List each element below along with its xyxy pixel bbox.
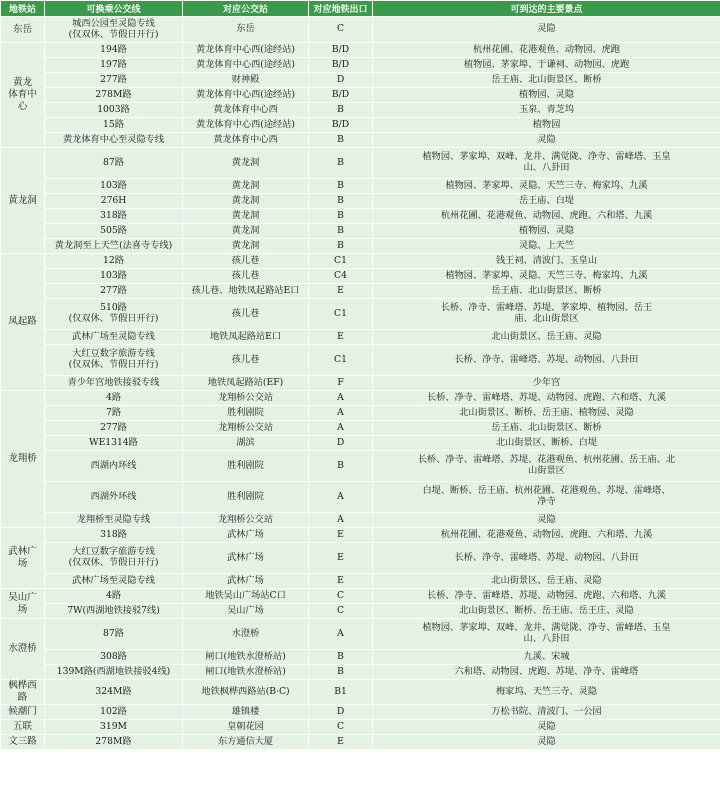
bus-line-cell: 103路 [45, 269, 183, 284]
metro-exit-cell: B1 [309, 680, 373, 705]
metro-exit-cell: A [309, 482, 373, 513]
table-row [1, 345, 720, 376]
metro-exit-cell: B/D [309, 118, 373, 133]
table-row [1, 436, 720, 451]
table-row [1, 179, 720, 194]
metro-exit-cell: E [309, 528, 373, 543]
metro-exit-cell: C1 [309, 254, 373, 269]
metro-exit-cell: E [309, 574, 373, 589]
table-row [1, 239, 720, 254]
metro-exit-cell: B [309, 239, 373, 254]
scenic-spots-cell: 岳王庙、白堤 [373, 194, 720, 209]
bus-stop-cell: 武林广场 [183, 574, 309, 589]
scenic-spots-cell: 梅家坞、天竺三寺、灵隐 [373, 680, 720, 705]
table-row [1, 421, 720, 436]
table-row [1, 299, 720, 330]
bus-stop-cell: 龙翔桥公交站 [183, 421, 309, 436]
metro-exit-cell: E [309, 330, 373, 345]
station-cell: 武林广场 [1, 528, 45, 589]
scenic-spots-cell: 长桥、净寺、雷峰塔、苏堤、动物园、八卦田 [373, 345, 720, 376]
scenic-spots-cell: 六和塔、动物园、虎跑、苏堤、净寺、雷峰塔 [373, 665, 720, 680]
table-row [1, 43, 720, 58]
table-row [1, 58, 720, 73]
bus-line-cell: 103路 [45, 179, 183, 194]
header-metro-exit: 对应地铁出口 [309, 1, 373, 17]
table-row [1, 735, 720, 750]
metro-exit-cell: B [309, 650, 373, 665]
scenic-spots-cell: 植物园 [373, 118, 720, 133]
table-row [1, 224, 720, 239]
scenic-spots-cell: 九溪、宋城 [373, 650, 720, 665]
scenic-spots-cell: 钱王祠、清波门、玉皇山 [373, 254, 720, 269]
bus-line-cell: 278M路 [45, 88, 183, 103]
scenic-spots-cell: 植物园、茅家埠、双峰、龙井、满觉陇、净寺、雷峰塔、玉皇 山、八卦田 [373, 619, 720, 650]
scenic-spots-cell: 岳王庙、北山街景区、断桥 [373, 73, 720, 88]
station-cell: 凤起路 [1, 254, 45, 391]
bus-line-cell: 青少年宫地铁接驳专线 [45, 376, 183, 391]
metro-exit-cell: B [309, 103, 373, 118]
scenic-spots-cell: 长桥、净寺、雷峰塔、苏堤、花港观鱼、杭州花圃、岳王庙、北 山街景区 [373, 451, 720, 482]
bus-stop-cell: 黄龙体育中心西 [183, 103, 309, 118]
bus-stop-cell: 黄龙体育中心西(途经站) [183, 118, 309, 133]
bus-stop-cell: 黄龙洞 [183, 224, 309, 239]
scenic-spots-cell: 北山街景区、断桥、岳王庙、岳王庄、灵隐 [373, 604, 720, 619]
metro-exit-cell: D [309, 705, 373, 720]
table-row [1, 88, 720, 103]
bus-stop-cell: 黄龙体育中心西(途经站) [183, 88, 309, 103]
table-row [1, 133, 720, 148]
metro-exit-cell: C [309, 720, 373, 735]
bus-line-cell: 308路 [45, 650, 183, 665]
metro-exit-cell: E [309, 735, 373, 750]
table-row [1, 209, 720, 224]
bus-stop-cell: 东岳 [183, 17, 309, 43]
metro-exit-cell: E [309, 284, 373, 299]
table-row [1, 720, 720, 735]
bus-stop-cell: 皇朝花园 [183, 720, 309, 735]
scenic-spots-cell: 长桥、净寺、雷峰塔、苏堤、茅家埠、植物园、岳王 庙、北山街景区 [373, 299, 720, 330]
scenic-spots-cell: 植物园、茅家埠、于谦祠、动物园、虎跑 [373, 58, 720, 73]
bus-line-cell: 505路 [45, 224, 183, 239]
bus-stop-cell: 地铁吴山广场站C口 [183, 589, 309, 604]
bus-line-cell: WE1314路 [45, 436, 183, 451]
metro-exit-cell: B [309, 148, 373, 179]
table-row [1, 528, 720, 543]
metro-exit-cell: F [309, 376, 373, 391]
metro-exit-cell: B [309, 451, 373, 482]
bus-line-cell: 87路 [45, 148, 183, 179]
scenic-spots-cell: 万松书院、清波门、一公园 [373, 705, 720, 720]
scenic-spots-cell: 长桥、净寺、雷峰塔、苏堤、动物园、虎跑、六和塔、九溪 [373, 589, 720, 604]
table-row [1, 118, 720, 133]
bus-stop-cell: 闸口(地铁水澄桥站) [183, 650, 309, 665]
station-cell: 东岳 [1, 17, 45, 43]
bus-line-cell: 277路 [45, 284, 183, 299]
table-row [1, 482, 720, 513]
bus-line-cell: 城西公园至灵隐专线 (仅双休、节假日开行) [45, 17, 183, 43]
bus-stop-cell: 黄龙洞 [183, 209, 309, 224]
scenic-spots-cell: 植物园、茅家埠、灵隐、天竺三寺、梅家坞、九溪 [373, 179, 720, 194]
scenic-spots-cell: 灵隐 [373, 17, 720, 43]
bus-line-cell: 1003路 [45, 103, 183, 118]
bus-line-cell: 西湖内环线 [45, 451, 183, 482]
scenic-spots-cell: 玉泉、青芝坞 [373, 103, 720, 118]
metro-exit-cell: A [309, 619, 373, 650]
bus-stop-cell: 财神殿 [183, 73, 309, 88]
table-row [1, 604, 720, 619]
bus-line-cell: 324M路 [45, 680, 183, 705]
bus-stop-cell: 孩儿巷 [183, 269, 309, 284]
metro-exit-cell: C4 [309, 269, 373, 284]
metro-exit-cell: B/D [309, 58, 373, 73]
bus-stop-cell: 地铁凤起路站E口 [183, 330, 309, 345]
station-cell: 水澄桥 [1, 619, 45, 680]
header-scenic-spots: 可到达的主要景点 [373, 1, 720, 17]
bus-line-cell: 87路 [45, 619, 183, 650]
scenic-spots-cell: 灵隐 [373, 513, 720, 528]
header-bus-line: 可换乘公交线 [45, 1, 183, 17]
scenic-spots-cell: 杭州花圃、花港观鱼、动物园、虎跑、六和塔、九溪 [373, 528, 720, 543]
bus-line-cell: 4路 [45, 391, 183, 406]
station-cell: 黄龙洞 [1, 148, 45, 254]
bus-stop-cell: 孩儿巷 [183, 345, 309, 376]
bus-stop-cell: 雄镇楼 [183, 705, 309, 720]
bus-line-cell: 102路 [45, 705, 183, 720]
table-row [1, 451, 720, 482]
table-row [1, 665, 720, 680]
bus-line-cell: 277路 [45, 421, 183, 436]
scenic-spots-cell: 长桥、净寺、雷峰塔、苏堤、动物园、八卦田 [373, 543, 720, 574]
table-row [1, 17, 720, 43]
table-row [1, 148, 720, 179]
table-row [1, 330, 720, 345]
table-row [1, 284, 720, 299]
table-row [1, 73, 720, 88]
metro-exit-cell: C [309, 604, 373, 619]
bus-stop-cell: 孩儿巷、地铁凤起路站E口 [183, 284, 309, 299]
scenic-spots-cell: 杭州花圃、花港观鱼、动物园、虎跑 [373, 43, 720, 58]
bus-stop-cell: 武林广场 [183, 528, 309, 543]
metro-exit-cell: B [309, 194, 373, 209]
metro-exit-cell: D [309, 73, 373, 88]
bus-line-cell: 12路 [45, 254, 183, 269]
table-row [1, 269, 720, 284]
scenic-spots-cell: 杭州花圃、花港观鱼、动物园、虎跑、六和塔、九溪 [373, 209, 720, 224]
bus-stop-cell: 黄龙体育中心西(途经站) [183, 58, 309, 73]
metro-exit-cell: A [309, 406, 373, 421]
bus-stop-cell: 地铁枫桦西路站(B·C) [183, 680, 309, 705]
scenic-spots-cell: 植物园、茅家埠、灵隐、天竺三寺、梅家坞、九溪 [373, 269, 720, 284]
bus-stop-cell: 地铁凤起路站(EF) [183, 376, 309, 391]
station-cell: 黄龙 体育中心 [1, 43, 45, 148]
table-row [1, 705, 720, 720]
bus-stop-cell: 吴山广场 [183, 604, 309, 619]
header-row [1, 1, 720, 17]
scenic-spots-cell: 北山街景区、岳王庙、灵隐 [373, 330, 720, 345]
metro-exit-cell: B [309, 179, 373, 194]
scenic-spots-cell: 灵隐 [373, 133, 720, 148]
metro-exit-cell: C1 [309, 345, 373, 376]
table-row [1, 574, 720, 589]
bus-stop-cell: 胜利剧院 [183, 406, 309, 421]
bus-stop-cell: 湖滨 [183, 436, 309, 451]
metro-exit-cell: A [309, 421, 373, 436]
station-cell: 枫桦西路 [1, 680, 45, 705]
metro-exit-cell: C [309, 589, 373, 604]
bus-line-cell: 大红豆数字旅游专线 (仅双休、节假日开行) [45, 543, 183, 574]
table-row [1, 254, 720, 269]
bus-stop-cell: 闸口(地铁水澄桥站) [183, 665, 309, 680]
header-metro-station: 地铁站 [1, 1, 45, 17]
table-body [1, 17, 720, 750]
scenic-spots-cell: 白堤、断桥、岳王庙、杭州花圃、花港观鱼、苏堤、雷峰塔、 净寺 [373, 482, 720, 513]
metro-exit-cell: A [309, 391, 373, 406]
scenic-spots-cell: 灵隐 [373, 735, 720, 750]
table-row [1, 513, 720, 528]
bus-stop-cell: 孩儿巷 [183, 254, 309, 269]
bus-stop-cell: 胜利剧院 [183, 482, 309, 513]
scenic-spots-cell: 植物园、茅家埠、双峰、龙井、满觉陇、净寺、雷峰塔、玉皇 山、八卦田 [373, 148, 720, 179]
station-cell: 五联 [1, 720, 45, 735]
metro-exit-cell: A [309, 513, 373, 528]
bus-line-cell: 15路 [45, 118, 183, 133]
scenic-spots-cell: 岳王庙、北山街景区、断桥 [373, 284, 720, 299]
bus-stop-cell: 黄龙洞 [183, 148, 309, 179]
scenic-spots-cell: 植物园、灵隐 [373, 224, 720, 239]
metro-exit-cell: B/D [309, 43, 373, 58]
scenic-spots-cell: 植物园、灵隐 [373, 88, 720, 103]
bus-stop-cell: 武林广场 [183, 543, 309, 574]
metro-exit-cell: B [309, 665, 373, 680]
metro-exit-cell: C1 [309, 299, 373, 330]
metro-exit-cell: C [309, 17, 373, 43]
table-row [1, 543, 720, 574]
bus-stop-cell: 黄龙洞 [183, 194, 309, 209]
metro-exit-cell: B [309, 209, 373, 224]
bus-line-cell: 197路 [45, 58, 183, 73]
scenic-spots-cell: 北山街景区、断桥、岳王庙、植物园、灵隐 [373, 406, 720, 421]
bus-line-cell: 龙翔桥至灵隐专线 [45, 513, 183, 528]
station-cell: 候潮门 [1, 705, 45, 720]
bus-line-cell: 318路 [45, 528, 183, 543]
bus-stop-cell: 黄龙体育中心西 [183, 133, 309, 148]
bus-stop-cell: 孩儿巷 [183, 299, 309, 330]
table-row [1, 103, 720, 118]
bus-stop-cell: 龙翔桥公交站 [183, 391, 309, 406]
table-row [1, 650, 720, 665]
scenic-spots-cell: 北山街景区、岳王庙、灵隐 [373, 574, 720, 589]
metro-exit-cell: B [309, 224, 373, 239]
metro-exit-cell: B/D [309, 88, 373, 103]
scenic-spots-cell: 少年宫 [373, 376, 720, 391]
bus-line-cell: 139M路(西湖地铁接驳4线) [45, 665, 183, 680]
scenic-spots-cell: 岳王庙、北山街景区、断桥 [373, 421, 720, 436]
bus-stop-cell: 黄龙洞 [183, 179, 309, 194]
bus-stop-cell: 黄龙体育中心西(途经站) [183, 43, 309, 58]
bus-line-cell: 319M [45, 720, 183, 735]
header-bus-stop: 对应公交站 [183, 1, 309, 17]
scenic-spots-cell: 北山街景区、断桥、白堤 [373, 436, 720, 451]
metro-exit-cell: E [309, 543, 373, 574]
bus-line-cell: 318路 [45, 209, 183, 224]
station-cell: 龙翔桥 [1, 391, 45, 528]
scenic-spots-cell: 灵隐 [373, 720, 720, 735]
table-row [1, 680, 720, 705]
bus-line-cell: 4路 [45, 589, 183, 604]
bus-line-cell: 西湖外环线 [45, 482, 183, 513]
bus-line-cell: 277路 [45, 73, 183, 88]
bus-stop-cell: 龙翔桥公交站 [183, 513, 309, 528]
bus-line-cell: 黄龙体育中心至灵隐专线 [45, 133, 183, 148]
bus-stop-cell: 黄龙洞 [183, 239, 309, 254]
table-row [1, 376, 720, 391]
bus-line-cell: 7W(西湖地铁接驳7线) [45, 604, 183, 619]
bus-line-cell: 7路 [45, 406, 183, 421]
station-cell: 吴山广场 [1, 589, 45, 619]
table-row [1, 619, 720, 650]
table-row [1, 589, 720, 604]
scenic-spots-cell: 灵隐、上天竺 [373, 239, 720, 254]
bus-line-cell: 武林广场至灵隐专线 [45, 330, 183, 345]
metro-exit-cell: D [309, 436, 373, 451]
table-row [1, 194, 720, 209]
bus-stop-cell: 水澄桥 [183, 619, 309, 650]
table-row [1, 391, 720, 406]
bus-line-cell: 大红豆数字旅游专线 (仅双休、节假日开行) [45, 345, 183, 376]
metro-exit-cell: B [309, 133, 373, 148]
bus-line-cell: 黄龙洞至上天竺(法喜寺专线) [45, 239, 183, 254]
bus-line-cell: 276H [45, 194, 183, 209]
bus-stop-cell: 东方通信大厦 [183, 735, 309, 750]
bus-line-cell: 278M路 [45, 735, 183, 750]
bus-line-cell: 510路 (仅双休、节假日开行) [45, 299, 183, 330]
bus-line-cell: 194路 [45, 43, 183, 58]
table-row [1, 406, 720, 421]
bus-stop-cell: 胜利剧院 [183, 451, 309, 482]
bus-line-cell: 武林广场至灵隐专线 [45, 574, 183, 589]
scenic-spots-cell: 长桥、净寺、雷峰塔、苏堤、动物园、虎跑、六和塔、九溪 [373, 391, 720, 406]
station-cell: 文三路 [1, 735, 45, 750]
